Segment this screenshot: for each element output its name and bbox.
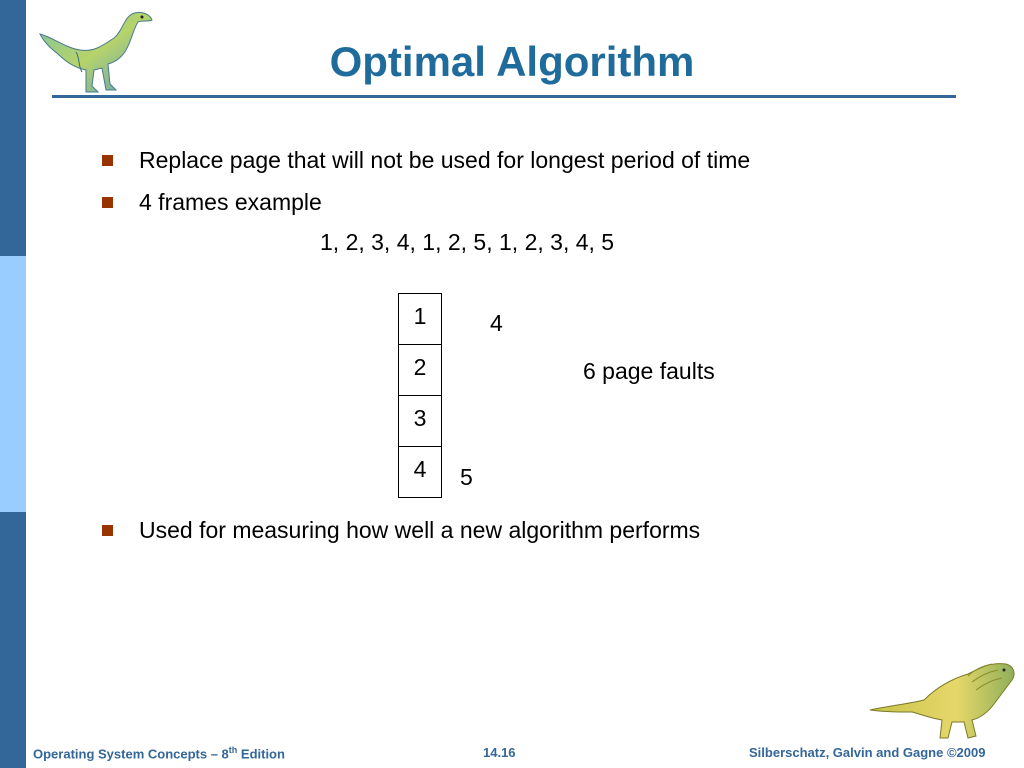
- replacement-label-bottom: 5: [460, 464, 473, 490]
- frame-value: 3: [413, 405, 427, 431]
- page-title: Optimal Algorithm: [329, 38, 695, 85]
- frame-value: 1: [413, 303, 427, 329]
- footer-book-title: [33, 745, 285, 761]
- frame-value: 4: [413, 456, 427, 482]
- dinosaur-illustration-icon: [868, 650, 1018, 742]
- footer-edition-word: Edition: [237, 746, 285, 762]
- square-bullet-icon: [102, 197, 113, 208]
- square-bullet-icon: [102, 155, 113, 166]
- bullet-text: Replace page that will not be used for longest period of time: [139, 147, 751, 173]
- frame-cell: [398, 345, 442, 396]
- reference-string: 1, 2, 3, 4, 1, 2, 5, 1, 2, 3, 4, 5: [320, 229, 615, 255]
- title-underline: [52, 95, 956, 98]
- footer-edition-superscript: th: [228, 745, 238, 755]
- footer-title-text: Operating System Concepts – 8: [33, 746, 229, 762]
- frame-cell: [398, 396, 442, 447]
- page-faults-label: 6 page faults: [583, 358, 715, 384]
- bullet-text: Used for measuring how well a new algorithm performs: [139, 517, 701, 543]
- square-bullet-icon: [102, 525, 113, 536]
- replacement-label-top: 4: [490, 310, 503, 336]
- footer-copyright: Silberschatz, Galvin and Gagne ©2009: [749, 745, 986, 760]
- sidebar-segment-middle: [0, 256, 26, 512]
- frame-cell: [398, 447, 442, 498]
- frame-value: 2: [413, 354, 427, 380]
- footer-page-number: 14.16: [483, 745, 516, 760]
- frame-cell: [398, 293, 442, 345]
- sidebar-segment-bottom: [0, 512, 26, 768]
- left-color-bar: [0, 0, 26, 768]
- frame-table: [398, 293, 442, 498]
- bullet-text: 4 frames example: [139, 189, 322, 215]
